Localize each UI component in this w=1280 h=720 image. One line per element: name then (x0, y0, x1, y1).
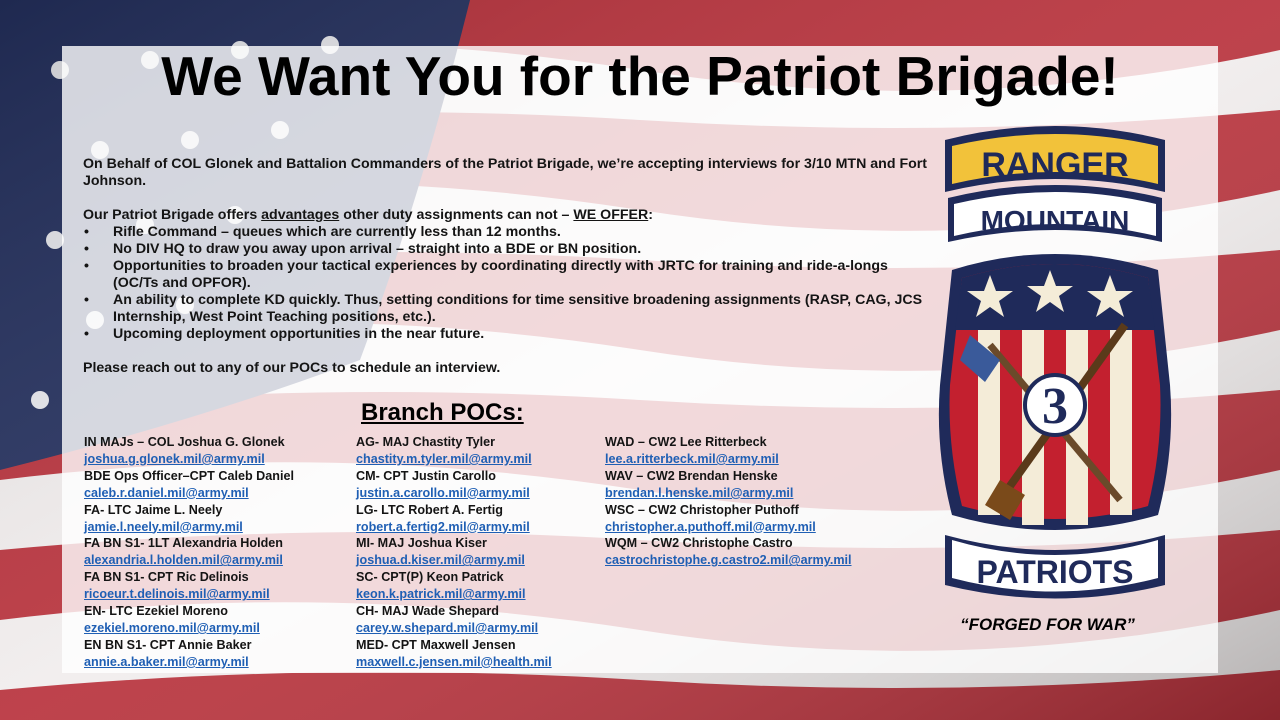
poc-email-link[interactable]: ricoeur.t.delinois.mil@army.mil (84, 587, 270, 602)
poc-email-link[interactable]: carey.w.shepard.mil@army.mil (356, 620, 539, 635)
poc-name: FA BN S1- CPT Ric Delinois (84, 570, 249, 585)
poc-email-link[interactable]: robert.a.fertig2.mil@army.mil (356, 519, 530, 534)
page-title: We Want You for the Patriot Brigade! (161, 45, 1119, 107)
poc-email-link[interactable]: joshua.g.glonek.mil@army.mil (84, 451, 265, 466)
poc-email-link[interactable]: ezekiel.moreno.mil@army.mil (84, 620, 260, 635)
list-item: • Rifle Command – queues which are currently less than 12 months. (83, 224, 928, 241)
closing-paragraph: Please reach out to any of our POCs to schedule an interview. (83, 360, 501, 376)
poc-name: EN- LTC Ezekiel Moreno (84, 604, 228, 619)
poc-email-link[interactable]: joshua.d.kiser.mil@army.mil (356, 553, 525, 568)
poc-name: WAV – CW2 Brendan Henske (605, 468, 778, 483)
poc-name: LG- LTC Robert A. Fertig (356, 502, 503, 517)
offer-advantages: advantages (261, 207, 340, 223)
poc-name: EN BN S1- CPT Annie Baker (84, 637, 252, 652)
list-item: • An ability to complete KD quickly. Thus, setting conditions for time sensitive broadening assignments (RASP, CAG, JCS Internship, West Point Teaching positions, etc.). (83, 292, 928, 326)
poc-email-link[interactable]: chastity.m.tyler.mil@army.mil (356, 451, 532, 466)
poc-email-link[interactable]: jamie.l.neely.mil@army.mil (84, 519, 243, 534)
poc-name: CM- CPT Justin Carollo (356, 468, 496, 483)
poc-name: MI- MAJ Joshua Kiser (356, 536, 487, 551)
poc-name: FA BN S1- 1LT Alexandria Holden (84, 536, 283, 551)
mountain-tab (948, 185, 1162, 242)
poc-name: CH- MAJ Wade Shepard (356, 604, 499, 619)
poc-email-link[interactable]: christopher.a.puthoff.mil@army.mil (605, 519, 816, 534)
poc-name: FA- LTC Jaime L. Neely (84, 502, 223, 517)
brigade-patch (930, 120, 1180, 610)
poc-heading: Branch POCs: (361, 399, 524, 426)
poc-name: WAD – CW2 Lee Ritterbeck (605, 435, 767, 449)
poc-email-link[interactable]: alexandria.l.holden.mil@army.mil (84, 553, 283, 568)
poc-email-link[interactable]: castrochristophe.g.castro2.mil@army.mil (605, 553, 852, 568)
poc-email-link[interactable]: justin.a.carollo.mil@army.mil (356, 485, 530, 500)
poc-name: AG- MAJ Chastity Tyler (356, 435, 496, 449)
list-item: • No DIV HQ to draw you away upon arrival – straight into a BDE or BN position. (83, 241, 928, 258)
patch-numeral: 3 (1042, 378, 1068, 435)
motto: “FORGED FOR WAR” (960, 615, 1135, 634)
offer-we-offer: WE OFFER (573, 207, 649, 223)
poc-email-link[interactable]: maxwell.c.jensen.mil@health.mil (356, 654, 552, 669)
poc-name: MED- CPT Maxwell Jensen (356, 637, 516, 652)
shield-emblem (939, 254, 1171, 530)
poc-name: BDE Ops Officer–CPT Caleb Daniel (84, 468, 294, 483)
patriots-tab-text: PATRIOTS (976, 554, 1134, 590)
list-item: • Upcoming deployment opportunities in the near future. (83, 326, 928, 343)
poc-name: SC- CPT(P) Keon Patrick (356, 570, 504, 585)
poc-email-link[interactable]: caleb.r.daniel.mil@army.mil (84, 485, 249, 500)
intro-paragraph: On Behalf of COL Glonek and Battalion Commanders of the Patriot Brigade, we’re accepting interviews for 3/10 MTN and Fort Johnson. (83, 156, 928, 189)
poc-name: WSC – CW2 Christopher Puthoff (605, 502, 799, 517)
offer-list (83, 224, 928, 343)
poc-name: WQM – CW2 Christophe Castro (605, 536, 793, 551)
poc-email-link[interactable]: annie.a.baker.mil@army.mil (84, 654, 249, 669)
patriots-tab (945, 535, 1165, 599)
poc-email-link[interactable]: keon.k.patrick.mil@army.mil (356, 587, 526, 602)
poc-column-1 (84, 434, 294, 671)
poc-column-2 (356, 434, 552, 671)
poc-email-link[interactable]: lee.a.ritterbeck.mil@army.mil (605, 451, 779, 466)
poc-column-3 (605, 434, 852, 569)
list-item: • Opportunities to broaden your tactical experiences by coordinating directly with JRTC for training and ride-a-longs (OC/Ts and OPFOR). (83, 258, 928, 292)
poc-email-link[interactable]: brendan.l.henske.mil@army.mil (605, 485, 794, 500)
body-text (83, 156, 928, 377)
offer-prefix: Our Patriot Brigade offers (83, 207, 262, 223)
offer-middle: other duty assignments can not – (339, 207, 574, 223)
offer-suffix: : (648, 207, 653, 223)
ranger-tab (945, 126, 1165, 192)
mountain-tab-text: MOUNTAIN (980, 205, 1130, 236)
offer-paragraph (83, 207, 928, 224)
ranger-tab-text: RANGER (981, 146, 1129, 184)
poc-name: IN MAJs – COL Joshua G. Glonek (84, 435, 285, 449)
